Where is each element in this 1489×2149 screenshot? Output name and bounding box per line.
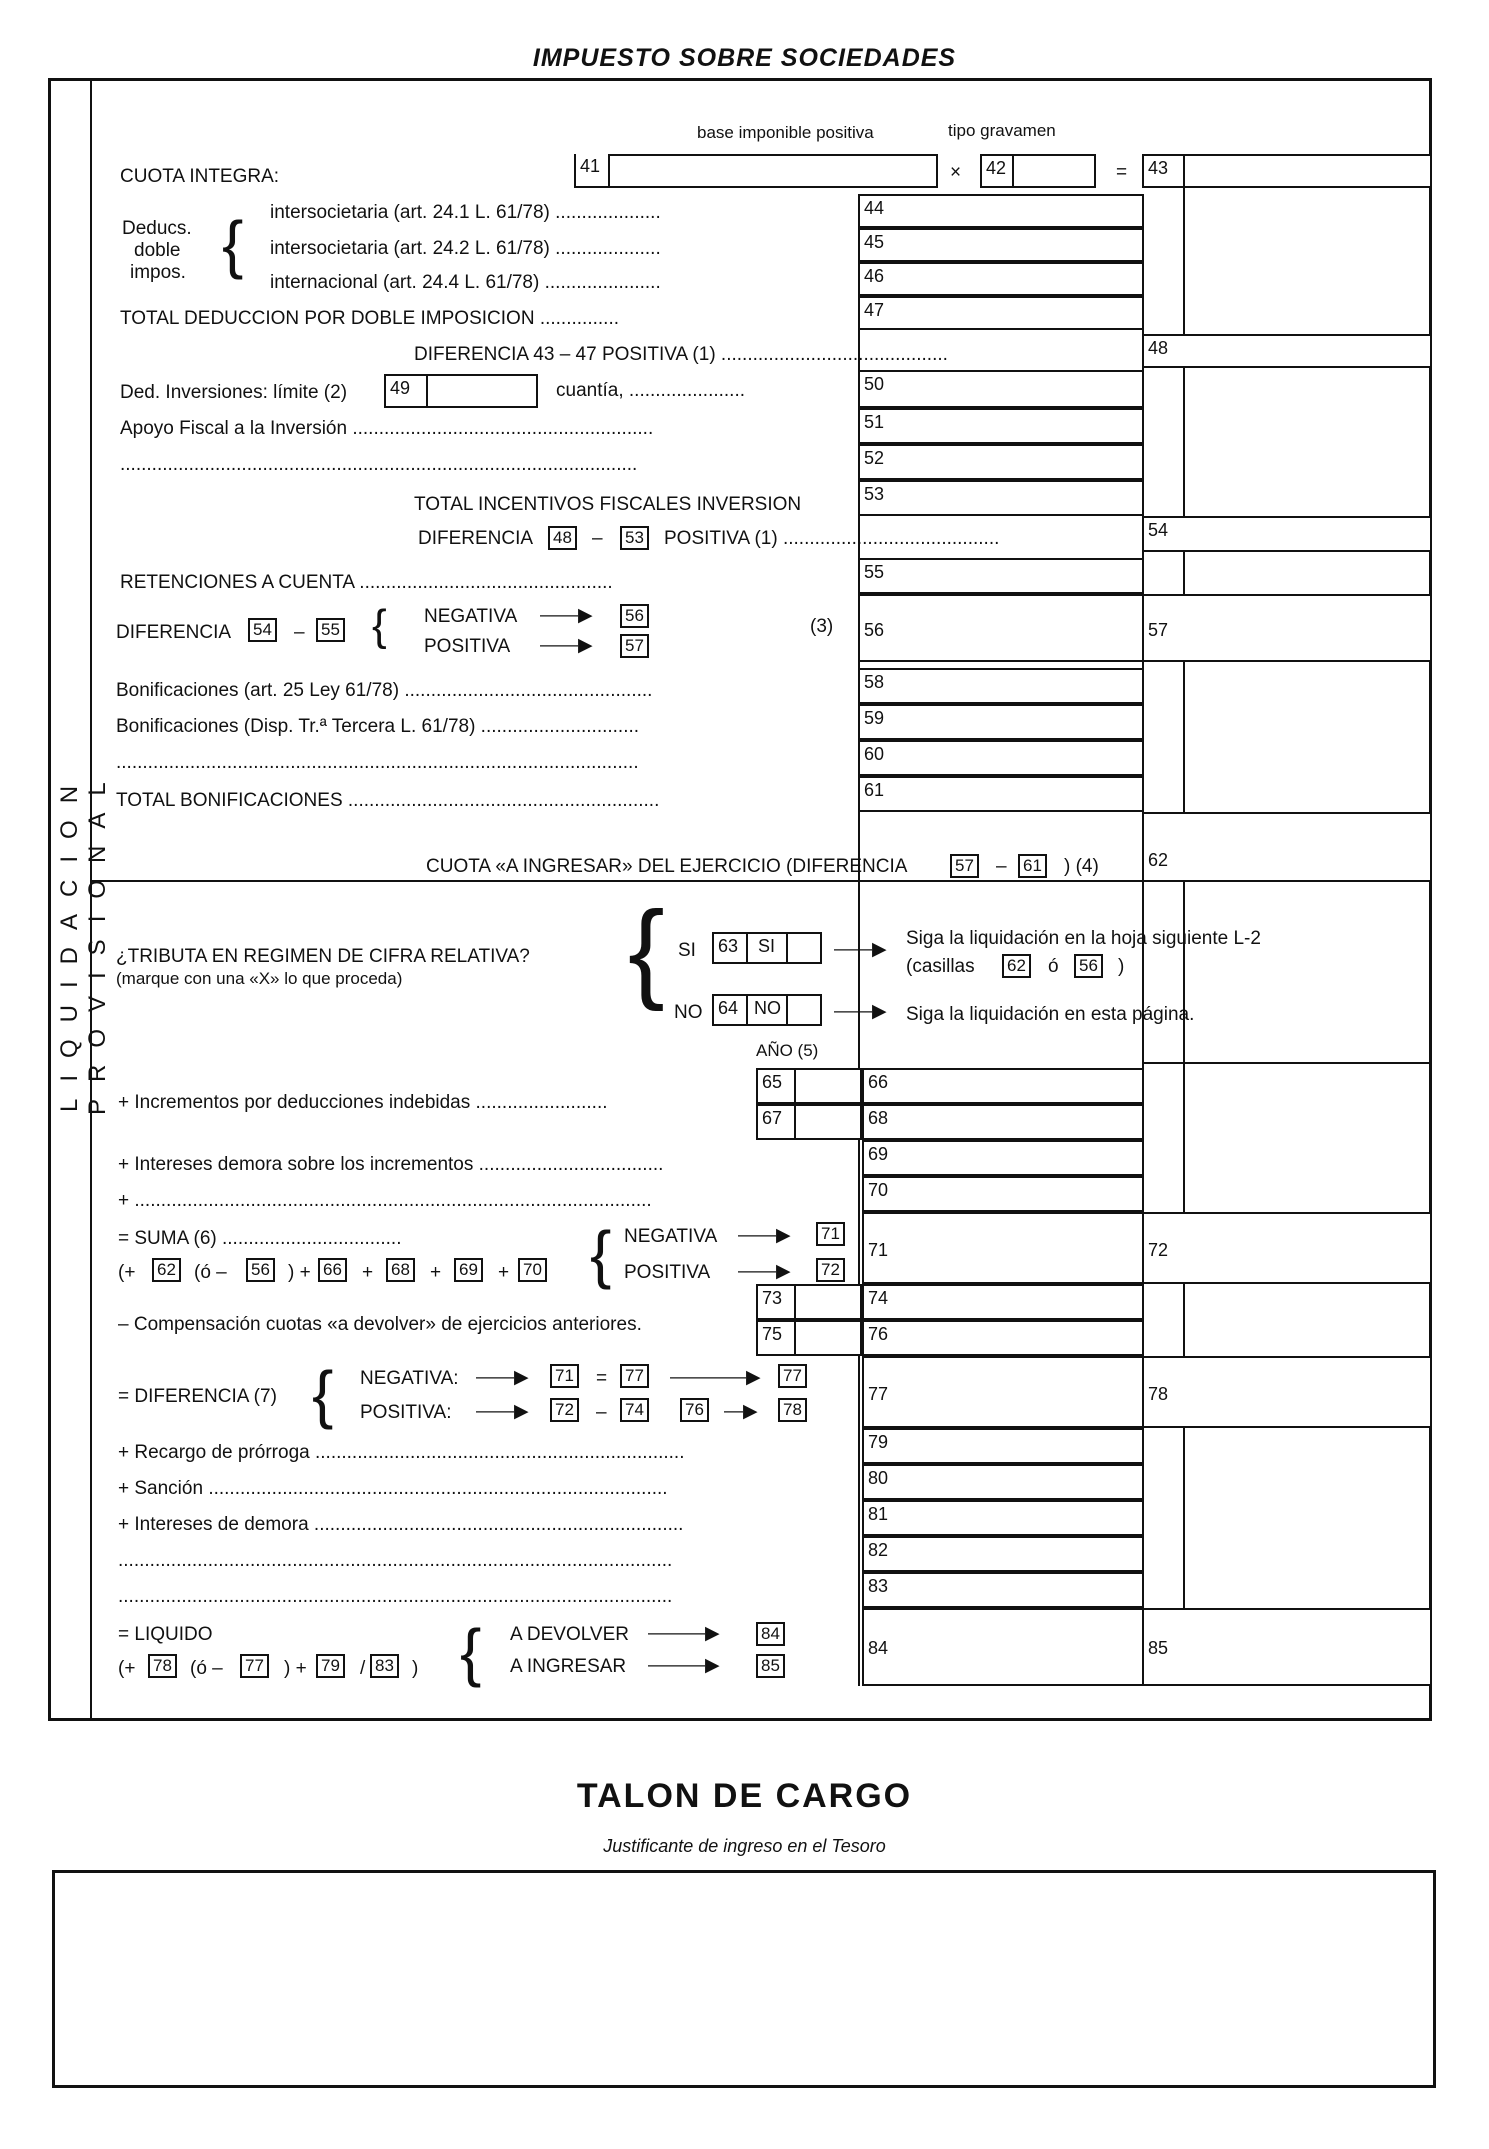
suma-formula-c: ) +: [288, 1262, 311, 1283]
row-61-label: TOTAL BONIFICACIONES ...........................................................: [116, 790, 660, 811]
field-65[interactable]: 65: [756, 1068, 862, 1104]
row-62-end: ) (4): [1064, 856, 1099, 877]
field-70[interactable]: 70: [862, 1176, 1144, 1212]
ref-72: 72: [816, 1258, 845, 1282]
field-85[interactable]: 85: [1142, 1608, 1432, 1686]
positiva-56: POSITIVA: [424, 636, 511, 657]
arrow-suma-neg: ——▶: [738, 1225, 791, 1246]
ref-77a: 77: [620, 1364, 649, 1388]
arrow-dif7-pos: ——▶: [476, 1401, 529, 1422]
field-41[interactable]: 41: [574, 154, 938, 188]
ref-48: 48: [548, 526, 577, 550]
field-78[interactable]: 78: [1142, 1356, 1432, 1428]
ref-57b: 57: [950, 854, 979, 878]
row-69-label: + Intereses demora sobre los incrementos ...................................: [118, 1154, 664, 1175]
dif7-positiva: POSITIVA:: [360, 1402, 452, 1423]
field-75-divider: [794, 1320, 796, 1356]
siga-pagina: Siga la liquidación en esta página.: [906, 1004, 1195, 1025]
suma-negativa: NEGATIVA: [624, 1226, 718, 1247]
row-80-label: + Sanción .......................................................................................: [118, 1478, 668, 1499]
field-80[interactable]: 80: [862, 1464, 1144, 1500]
tributa-question: ¿TRIBUTA EN REGIMEN DE CIFRA RELATIVA?: [116, 946, 530, 967]
row-cuota-integra: CUOTA INTEGRA:: [120, 166, 280, 187]
a-devolver-label: A DEVOLVER: [510, 1624, 629, 1645]
ref-56c: 56: [246, 1258, 275, 1282]
field-55[interactable]: 55: [858, 558, 1144, 594]
anio-label: AÑO (5): [756, 1041, 819, 1060]
row-70-label: + ..................................................................................................: [118, 1190, 652, 1211]
suma-formula-b: (ó –: [194, 1262, 227, 1283]
suma-brace: {: [590, 1218, 612, 1290]
field-63-divider-b: [786, 932, 788, 964]
field-64-no[interactable]: 64 NO: [712, 994, 822, 1026]
row-54-label-b: POSITIVA (1) .........................................: [664, 528, 1000, 549]
field-71[interactable]: 71: [862, 1212, 1144, 1284]
field-48[interactable]: 48: [1142, 334, 1432, 368]
ref-56: 56: [620, 604, 649, 628]
casillas-o: ó: [1048, 956, 1059, 977]
field-63-si[interactable]: 63 SI: [712, 932, 822, 964]
row-51-label: Apoyo Fiscal a la Inversión .........................................................: [120, 418, 654, 439]
arrow-dif7-neg: ——▶: [476, 1367, 529, 1388]
field-83[interactable]: 83: [862, 1572, 1144, 1608]
tributa-brace: {: [628, 889, 665, 1012]
ref-83: 83: [370, 1654, 399, 1678]
field-61[interactable]: 61: [858, 776, 1144, 812]
divider-64: [1142, 1062, 1432, 1064]
liquido-slash: /: [360, 1658, 366, 1679]
row-55-label: RETENCIONES A CUENTA ................................................: [120, 572, 613, 593]
field-64-divider-b: [786, 994, 788, 1026]
liquido-label: = LIQUIDO: [118, 1624, 213, 1645]
field-65-divider: [794, 1068, 796, 1104]
no-label: NO: [674, 1002, 703, 1023]
row-52-label: ..................................................................................................: [120, 454, 638, 475]
ref-72b: 72: [550, 1398, 579, 1422]
cuantia-label: cuantía, ......................: [556, 380, 746, 401]
tributa-hint: (marque con una «X» lo que proceda): [116, 969, 403, 988]
field-64-divider-a: [746, 994, 748, 1026]
field-75[interactable]: 75: [756, 1320, 862, 1356]
liquido-formula-a: (+: [118, 1658, 136, 1679]
talon-title: TALON DE CARGO: [576, 1777, 913, 1815]
ref-79: 79: [316, 1654, 345, 1678]
field-82[interactable]: 82: [862, 1536, 1144, 1572]
row-79-label: + Recargo de prórroga ......................................................................: [118, 1442, 685, 1463]
field-52[interactable]: 52: [858, 444, 1144, 480]
minus-56: –: [294, 622, 305, 643]
field-42-divider: [1012, 154, 1014, 188]
field-43[interactable]: 43: [1142, 154, 1432, 188]
note-3: (3): [810, 616, 834, 637]
casillas-end: ): [1118, 956, 1125, 977]
row-56-label: DIFERENCIA: [116, 622, 232, 643]
field-68[interactable]: 68: [862, 1104, 1144, 1140]
row-59-label: Bonificaciones (Disp. Tr.ª Tercera L. 61/78) ..............................: [116, 716, 640, 737]
row-48-label: DIFERENCIA 43 – 47 POSITIVA (1) ...........................................: [414, 344, 948, 365]
row-53-label: TOTAL INCENTIVOS FISCALES INVERSION: [414, 494, 802, 515]
field-47[interactable]: 47: [858, 296, 1144, 330]
field-57[interactable]: 57: [1142, 594, 1432, 662]
arrow-no: ——▶: [834, 1001, 887, 1022]
ref-84: 84: [756, 1622, 785, 1646]
arrow-negativa-56: ——▶: [540, 605, 593, 626]
suma-positiva: POSITIVA: [624, 1262, 711, 1283]
field-62[interactable]: 62: [1142, 812, 1432, 882]
field-60[interactable]: 60: [858, 740, 1144, 776]
arrow-devolver: ———▶: [648, 1623, 720, 1644]
field-66[interactable]: 66: [862, 1068, 1144, 1104]
row-83-label: .........................................................................................................: [118, 1586, 673, 1607]
field-41-input[interactable]: [608, 154, 938, 188]
field-72[interactable]: 72: [1142, 1212, 1432, 1284]
field-79[interactable]: 79: [862, 1428, 1144, 1464]
field-56[interactable]: 56: [858, 594, 1144, 662]
ref-85: 85: [756, 1654, 785, 1678]
field-84[interactable]: 84: [862, 1608, 1144, 1686]
field-59[interactable]: 59: [858, 704, 1144, 740]
ref-78: 78: [778, 1398, 807, 1422]
ref-53: 53: [620, 526, 649, 550]
ref-78b: 78: [148, 1654, 177, 1678]
col-header-tipo: tipo gravamen: [948, 121, 1056, 140]
suma-plus-3: +: [498, 1262, 510, 1283]
ref-77b: 77: [778, 1364, 807, 1388]
row-82-label: .........................................................................................................: [118, 1550, 673, 1571]
row-49-label: Ded. Inversiones: límite (2): [120, 382, 348, 403]
field-53[interactable]: 53: [858, 480, 1144, 516]
ref-62: 62: [1002, 954, 1031, 978]
dif7-minus: –: [596, 1402, 607, 1423]
ref-69: 69: [454, 1258, 483, 1282]
minus-54: –: [592, 528, 603, 549]
ref-54: 54: [248, 618, 277, 642]
row-74-label: – Compensación cuotas «a devolver» de ejercicios anteriores.: [118, 1314, 642, 1335]
dif7-eq: =: [596, 1368, 608, 1389]
ref-77c: 77: [240, 1654, 269, 1678]
field-49[interactable]: 49: [384, 374, 538, 408]
arrow-dif7-pos2: —▶: [724, 1401, 758, 1422]
field-67[interactable]: 67: [756, 1104, 862, 1140]
arrow-suma-pos: ——▶: [738, 1261, 791, 1282]
deducs-impos: impos.: [130, 262, 186, 283]
row-66-label: + Incrementos por deducciones indebidas .........................: [118, 1092, 608, 1113]
dif7-negativa: NEGATIVA:: [360, 1368, 459, 1389]
si-label: SI: [678, 940, 696, 961]
negativa-56: NEGATIVA: [424, 606, 518, 627]
suma-label: = SUMA (6) ..................................: [118, 1228, 402, 1249]
side-label: LIQUIDACION PROVISIONAL: [56, 765, 111, 1115]
field-46[interactable]: 46: [858, 262, 1144, 296]
row-60-label: ...................................................................................................: [116, 752, 639, 773]
liquido-formula-c: ) +: [284, 1658, 307, 1679]
field-43-divider: [1183, 154, 1185, 188]
field-67-divider: [794, 1104, 796, 1140]
row-47-label: TOTAL DEDUCCION POR DOBLE IMPOSICION ...............: [120, 308, 620, 329]
col-header-base: base imponible positiva: [697, 123, 874, 142]
talon-box[interactable]: [52, 1870, 1436, 2088]
diferencia7-brace: {: [312, 1358, 334, 1430]
field-42[interactable]: 42: [980, 154, 1096, 188]
field-73[interactable]: 73: [756, 1284, 862, 1320]
ref-66: 66: [318, 1258, 347, 1282]
siga-l2: Siga la liquidación en la hoja siguiente L-2: [906, 928, 1261, 949]
times-sign: ×: [950, 162, 962, 183]
field-45[interactable]: 45: [858, 228, 1144, 262]
arrow-si: ——▶: [834, 939, 887, 960]
row-44-label: intersocietaria (art. 24.1 L. 61/78) ....................: [270, 202, 661, 223]
field-81[interactable]: 81: [862, 1500, 1144, 1536]
deducs-doble: doble: [134, 240, 181, 261]
suma-plus-2: +: [430, 1262, 442, 1283]
field-50[interactable]: 50: [858, 370, 1144, 408]
ref-71: 71: [816, 1222, 845, 1246]
talon-subtitle: Justificante de ingreso en el Tesoro: [603, 1836, 886, 1856]
field-49-divider: [426, 374, 428, 408]
field-74[interactable]: 74: [862, 1284, 1144, 1320]
ref-70: 70: [518, 1258, 547, 1282]
ref-57: 57: [620, 634, 649, 658]
row-58-label: Bonificaciones (art. 25 Ley 61/78) ...............................................: [116, 680, 653, 701]
ref-71b: 71: [550, 1364, 579, 1388]
arrow-ingresar: ———▶: [648, 1655, 720, 1676]
arrow-positiva-56: ——▶: [540, 635, 593, 656]
casillas-label: (casillas: [906, 956, 975, 977]
row-54-label-a: DIFERENCIA: [418, 528, 534, 549]
field-54[interactable]: 54: [1142, 516, 1432, 552]
field-73-divider: [794, 1284, 796, 1320]
diferencia7-label: = DIFERENCIA (7): [118, 1386, 277, 1407]
deducs-brace: {: [222, 208, 244, 280]
field-51[interactable]: 51: [858, 408, 1144, 444]
ref-56b: 56: [1074, 954, 1103, 978]
ref-55: 55: [316, 618, 345, 642]
suma-formula-a: (+: [118, 1262, 136, 1283]
field-77[interactable]: 77: [862, 1356, 1144, 1428]
a-ingresar-label: A INGRESAR: [510, 1656, 627, 1677]
divider-62: [90, 880, 1432, 882]
row-45-label: intersocietaria (art. 24.2 L. 61/78) ....................: [270, 238, 661, 259]
row-62-label: CUOTA «A INGRESAR» DEL EJERCICIO (DIFERENCIA: [426, 856, 908, 877]
ref-62b: 62: [152, 1258, 181, 1282]
minus-62: –: [996, 856, 1007, 877]
ref-76: 76: [680, 1398, 709, 1422]
ref-68: 68: [386, 1258, 415, 1282]
field-69[interactable]: 69: [862, 1140, 1144, 1176]
arrow-dif7-neg2: ————▶: [670, 1367, 761, 1388]
form-title: IMPUESTO SOBRE SOCIEDADES: [532, 44, 957, 72]
field-63-divider-a: [746, 932, 748, 964]
equals-sign: =: [1116, 162, 1128, 183]
liquido-brace: {: [460, 1616, 482, 1688]
ref-61: 61: [1018, 854, 1047, 878]
ref-74: 74: [620, 1398, 649, 1422]
liquido-formula-b: (ó –: [190, 1658, 223, 1679]
field-44[interactable]: 44: [858, 194, 1144, 228]
field-76[interactable]: 76: [862, 1320, 1144, 1356]
deducs-label: Deducs.: [122, 218, 192, 239]
row-81-label: + Intereses de demora ......................................................................: [118, 1514, 684, 1535]
row-46-label: internacional (art. 24.4 L. 61/78) ......................: [270, 272, 661, 293]
brace-56: {: [372, 601, 387, 650]
field-58[interactable]: 58: [858, 668, 1144, 704]
liquido-close: ): [412, 1658, 419, 1679]
col-line-c: [1183, 160, 1185, 1686]
suma-plus-1: +: [362, 1262, 374, 1283]
